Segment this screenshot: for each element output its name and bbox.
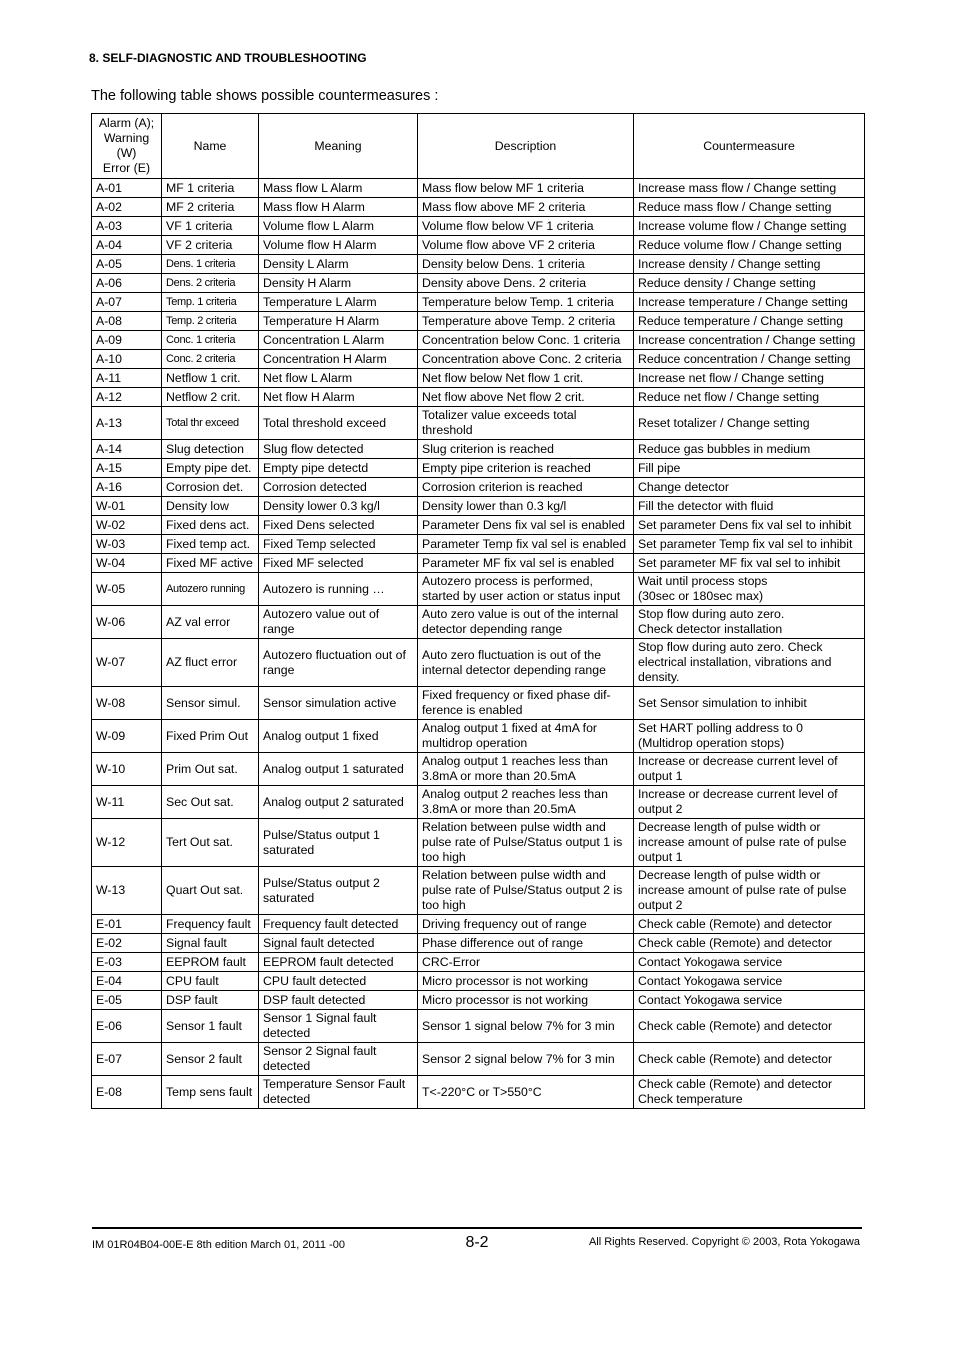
table-row (92, 991, 865, 1010)
meaning-cell: Empty pipe detectd (259, 459, 418, 478)
meaning-cell: Frequency fault detected (259, 915, 418, 934)
table-row (92, 953, 865, 972)
table-row (92, 217, 865, 236)
code-cell: W-02 (92, 516, 162, 535)
footer-rule (92, 1227, 862, 1229)
code-cell: W-03 (92, 535, 162, 554)
name-cell: Density low (162, 497, 259, 516)
countermeasures-table (91, 113, 865, 1109)
description-cell: Totalizer value exceeds total threshold (418, 407, 634, 440)
meaning-cell: Density L Alarm (259, 255, 418, 274)
column-header-countermeasure: Countermeasure (634, 114, 865, 179)
countermeasure-cell: Fill pipe (634, 459, 865, 478)
name-cell: Temp sens fault (162, 1076, 259, 1109)
meaning-cell: Temperature Sensor Fault detected (259, 1076, 418, 1109)
countermeasure-cell: Reduce gas bubbles in medium (634, 440, 865, 459)
code-cell: A-04 (92, 236, 162, 255)
name-cell: Netflow 1 crit. (162, 369, 259, 388)
name-cell: Empty pipe det. (162, 459, 259, 478)
code-cell: A-10 (92, 350, 162, 369)
intro-text: The following table shows possible countermeasures : (91, 88, 439, 104)
description-cell: Density below Dens. 1 criteria (418, 255, 634, 274)
countermeasure-cell: Increase concentration / Change setting (634, 331, 865, 350)
meaning-cell: Signal fault detected (259, 934, 418, 953)
code-cell: W-10 (92, 753, 162, 786)
description-cell: Volume flow below VF 1 criteria (418, 217, 634, 236)
description-cell: Auto zero fluctuation is out of the internal detector depending range (418, 639, 634, 687)
countermeasure-cell: Reduce net flow / Change setting (634, 388, 865, 407)
countermeasure-cell: Stop flow during auto zero. Check detector installation (634, 606, 865, 639)
description-cell: Slug criterion is reached (418, 440, 634, 459)
code-cell: E-06 (92, 1010, 162, 1043)
countermeasure-cell: Reset totalizer / Change setting (634, 407, 865, 440)
name-cell: Sensor 2 fault (162, 1043, 259, 1076)
table-row (92, 478, 865, 497)
name-cell: Quart Out sat. (162, 867, 259, 915)
name-cell: Tert Out sat. (162, 819, 259, 867)
countermeasure-cell: Decrease length of pulse width or increase amount of pulse rate of pulse output 1 (634, 819, 865, 867)
code-cell: E-03 (92, 953, 162, 972)
description-cell: Analog output 1 fixed at 4mA for multidrop operation (418, 720, 634, 753)
table-row (92, 1010, 865, 1043)
meaning-cell: Analog output 1 fixed (259, 720, 418, 753)
description-cell: Parameter Dens fix val sel is enabled (418, 516, 634, 535)
name-cell: Fixed MF active (162, 554, 259, 573)
table-row (92, 535, 865, 554)
description-cell: Sensor 2 signal below 7% for 3 min (418, 1043, 634, 1076)
countermeasure-cell: Increase temperature / Change setting (634, 293, 865, 312)
column-header-code: Alarm (A); Warning (W) Error (E) (92, 114, 162, 179)
table-row (92, 639, 865, 687)
meaning-cell: Autozero fluctuation out of range (259, 639, 418, 687)
countermeasure-cell: Increase or decrease current level of output 2 (634, 786, 865, 819)
code-cell: A-02 (92, 198, 162, 217)
countermeasure-cell: Reduce temperature / Change setting (634, 312, 865, 331)
name-cell: VF 2 criteria (162, 236, 259, 255)
code-cell: A-05 (92, 255, 162, 274)
section-heading: 8. SELF-DIAGNOSTIC AND TROUBLESHOOTING (89, 51, 367, 65)
code-cell: E-04 (92, 972, 162, 991)
column-header-description: Description (418, 114, 634, 179)
name-cell: Signal fault (162, 934, 259, 953)
name-cell: Sensor simul. (162, 687, 259, 720)
name-cell: MF 1 criteria (162, 179, 259, 198)
countermeasure-cell: Reduce concentration / Change setting (634, 350, 865, 369)
code-cell: W-09 (92, 720, 162, 753)
meaning-cell: Analog output 1 saturated (259, 753, 418, 786)
code-cell: A-09 (92, 331, 162, 350)
description-cell: Density above Dens. 2 criteria (418, 274, 634, 293)
code-cell: A-15 (92, 459, 162, 478)
code-cell: E-01 (92, 915, 162, 934)
code-cell: A-07 (92, 293, 162, 312)
table-row (92, 459, 865, 478)
description-cell: Micro processor is not working (418, 972, 634, 991)
table-row (92, 236, 865, 255)
countermeasure-cell: Set parameter MF fix val sel to inhibit (634, 554, 865, 573)
code-cell: W-12 (92, 819, 162, 867)
meaning-cell: EEPROM fault detected (259, 953, 418, 972)
meaning-cell: Total threshold exceed (259, 407, 418, 440)
countermeasure-cell: Stop flow during auto zero. Check electrical installation, vibrations and density. (634, 639, 865, 687)
code-cell: A-14 (92, 440, 162, 459)
name-cell: DSP fault (162, 991, 259, 1010)
meaning-cell: Autozero value out of range (259, 606, 418, 639)
countermeasure-cell: Set parameter Temp fix val sel to inhibit (634, 535, 865, 554)
countermeasure-cell: Increase volume flow / Change setting (634, 217, 865, 236)
page-number: 8-2 (465, 1234, 489, 1251)
meaning-cell: Slug flow detected (259, 440, 418, 459)
countermeasure-cell: Reduce mass flow / Change setting (634, 198, 865, 217)
name-cell: Sec Out sat. (162, 786, 259, 819)
name-cell: Prim Out sat. (162, 753, 259, 786)
table-row (92, 687, 865, 720)
code-cell: A-03 (92, 217, 162, 236)
description-cell: Micro processor is not working (418, 991, 634, 1010)
meaning-cell: Analog output 2 saturated (259, 786, 418, 819)
description-cell: Analog output 2 reaches less than 3.8mA or more than 20.5mA (418, 786, 634, 819)
meaning-cell: Temperature H Alarm (259, 312, 418, 331)
table-row (92, 179, 865, 198)
meaning-cell: Mass flow L Alarm (259, 179, 418, 198)
meaning-cell: Fixed Temp selected (259, 535, 418, 554)
code-cell: W-11 (92, 786, 162, 819)
table-row (92, 934, 865, 953)
countermeasure-cell: Increase mass flow / Change setting (634, 179, 865, 198)
name-cell: MF 2 criteria (162, 198, 259, 217)
countermeasure-cell: Set HART polling address to 0 (Multidrop operation stops) (634, 720, 865, 753)
description-cell: Density lower than 0.3 kg/l (418, 497, 634, 516)
description-cell: Mass flow above MF 2 criteria (418, 198, 634, 217)
countermeasure-cell: Contact Yokogawa service (634, 953, 865, 972)
countermeasure-cell: Increase density / Change setting (634, 255, 865, 274)
table-row (92, 312, 865, 331)
description-cell: Mass flow below MF 1 criteria (418, 179, 634, 198)
countermeasure-cell: Increase or decrease current level of output 1 (634, 753, 865, 786)
table-row (92, 516, 865, 535)
description-cell: Corrosion criterion is reached (418, 478, 634, 497)
meaning-cell: Pulse/Status output 2 saturated (259, 867, 418, 915)
table-row (92, 440, 865, 459)
countermeasure-cell: Change detector (634, 478, 865, 497)
name-cell: EEPROM fault (162, 953, 259, 972)
table-row (92, 915, 865, 934)
code-cell: E-08 (92, 1076, 162, 1109)
code-cell: E-02 (92, 934, 162, 953)
code-cell: E-07 (92, 1043, 162, 1076)
meaning-cell: Pulse/Status output 1 saturated (259, 819, 418, 867)
code-cell: W-13 (92, 867, 162, 915)
name-cell: Dens. 2 criteria (162, 274, 259, 293)
table-row (92, 198, 865, 217)
description-cell: Sensor 1 signal below 7% for 3 min (418, 1010, 634, 1043)
countermeasure-cell: Set Sensor simulation to inhibit (634, 687, 865, 720)
countermeasure-cell: Check cable (Remote) and detector (634, 934, 865, 953)
countermeasure-cell: Wait until process stops (30sec or 180sec max) (634, 573, 865, 606)
name-cell: Slug detection (162, 440, 259, 459)
countermeasure-cell: Fill the detector with fluid (634, 497, 865, 516)
description-cell: Parameter MF fix val sel is enabled (418, 554, 634, 573)
meaning-cell: Sensor 1 Signal fault detected (259, 1010, 418, 1043)
meaning-cell: Volume flow L Alarm (259, 217, 418, 236)
countermeasure-cell: Decrease length of pulse width or increase amount of pulse rate of pulse output 2 (634, 867, 865, 915)
meaning-cell: Density H Alarm (259, 274, 418, 293)
countermeasure-cell: Check cable (Remote) and detector (634, 1043, 865, 1076)
name-cell: CPU fault (162, 972, 259, 991)
description-cell: Empty pipe criterion is reached (418, 459, 634, 478)
meaning-cell: Autozero is running … (259, 573, 418, 606)
code-cell: W-06 (92, 606, 162, 639)
code-cell: W-08 (92, 687, 162, 720)
meaning-cell: Net flow H Alarm (259, 388, 418, 407)
code-cell: A-12 (92, 388, 162, 407)
name-cell: Total thr exceed (162, 407, 259, 440)
countermeasure-cell: Increase net flow / Change setting (634, 369, 865, 388)
name-cell: VF 1 criteria (162, 217, 259, 236)
table-row (92, 350, 865, 369)
countermeasure-cell: Check cable (Remote) and detector (634, 915, 865, 934)
name-cell: Frequency fault (162, 915, 259, 934)
name-cell: Autozero running (162, 573, 259, 606)
countermeasure-cell: Reduce volume flow / Change setting (634, 236, 865, 255)
countermeasure-cell: Contact Yokogawa service (634, 991, 865, 1010)
column-header-meaning: Meaning (259, 114, 418, 179)
meaning-cell: DSP fault detected (259, 991, 418, 1010)
meaning-cell: Temperature L Alarm (259, 293, 418, 312)
description-cell: Parameter Temp fix val sel is enabled (418, 535, 634, 554)
table-row (92, 407, 865, 440)
table-row (92, 819, 865, 867)
table-row (92, 972, 865, 991)
name-cell: Temp. 2 criteria (162, 312, 259, 331)
name-cell: AZ val error (162, 606, 259, 639)
countermeasure-cell: Reduce density / Change setting (634, 274, 865, 293)
description-cell: Relation between pulse width and pulse rate of Pulse/Status output 1 is too high (418, 819, 634, 867)
code-cell: W-05 (92, 573, 162, 606)
meaning-cell: Sensor simulation active (259, 687, 418, 720)
table-row (92, 388, 865, 407)
meaning-cell: Concentration L Alarm (259, 331, 418, 350)
meaning-cell: Fixed Dens selected (259, 516, 418, 535)
code-cell: W-07 (92, 639, 162, 687)
description-cell: Driving frequency out of range (418, 915, 634, 934)
table-row (92, 497, 865, 516)
footer-doc-id: IM 01R04B04-00E-E 8th edition March 01, 2011 -00 (92, 1239, 345, 1251)
name-cell: Netflow 2 crit. (162, 388, 259, 407)
description-cell: Concentration above Conc. 2 criteria (418, 350, 634, 369)
code-cell: E-05 (92, 991, 162, 1010)
name-cell: Corrosion det. (162, 478, 259, 497)
table-row (92, 274, 865, 293)
countermeasure-cell: Check cable (Remote) and detector (634, 1010, 865, 1043)
description-cell: Fixed frequency or fixed phase dif-ference is enabled (418, 687, 634, 720)
name-cell: Sensor 1 fault (162, 1010, 259, 1043)
description-cell: Temperature below Temp. 1 criteria (418, 293, 634, 312)
code-cell: A-01 (92, 179, 162, 198)
table-row (92, 255, 865, 274)
description-cell: Autozero process is performed, started by user action or status input (418, 573, 634, 606)
meaning-cell: Concentration H Alarm (259, 350, 418, 369)
description-cell: Auto zero value is out of the internal detector depending range (418, 606, 634, 639)
name-cell: Conc. 1 criteria (162, 331, 259, 350)
name-cell: Fixed dens act. (162, 516, 259, 535)
description-cell: Temperature above Temp. 2 criteria (418, 312, 634, 331)
meaning-cell: Mass flow H Alarm (259, 198, 418, 217)
meaning-cell: Fixed MF selected (259, 554, 418, 573)
description-cell: Concentration below Conc. 1 criteria (418, 331, 634, 350)
name-cell: Fixed Prim Out (162, 720, 259, 753)
countermeasure-cell: Check cable (Remote) and detector Check temperature (634, 1076, 865, 1109)
code-cell: A-08 (92, 312, 162, 331)
code-cell: W-04 (92, 554, 162, 573)
countermeasure-cell: Set parameter Dens fix val sel to inhibit (634, 516, 865, 535)
table-header-row (92, 114, 865, 179)
footer-copyright: All Rights Reserved. Copyright © 2003, Rota Yokogawa (588, 1236, 860, 1248)
meaning-cell: Corrosion detected (259, 478, 418, 497)
meaning-cell: Volume flow H Alarm (259, 236, 418, 255)
code-cell: A-06 (92, 274, 162, 293)
table-row (92, 293, 865, 312)
table-row (92, 1076, 865, 1109)
table-row (92, 573, 865, 606)
description-cell: Net flow below Net flow 1 crit. (418, 369, 634, 388)
table-row (92, 786, 865, 819)
description-cell: Relation between pulse width and pulse rate of Pulse/Status output 2 is too high (418, 867, 634, 915)
name-cell: Fixed temp act. (162, 535, 259, 554)
meaning-cell: Net flow L Alarm (259, 369, 418, 388)
code-cell: A-13 (92, 407, 162, 440)
name-cell: Dens. 1 criteria (162, 255, 259, 274)
name-cell: AZ fluct error (162, 639, 259, 687)
description-cell: Analog output 1 reaches less than 3.8mA or more than 20.5mA (418, 753, 634, 786)
description-cell: Phase difference out of range (418, 934, 634, 953)
description-cell: Volume flow above VF 2 criteria (418, 236, 634, 255)
description-cell: T<-220°C or T>550°C (418, 1076, 634, 1109)
meaning-cell: Density lower 0.3 kg/l (259, 497, 418, 516)
table-row (92, 606, 865, 639)
meaning-cell: CPU fault detected (259, 972, 418, 991)
table-row (92, 720, 865, 753)
name-cell: Conc. 2 criteria (162, 350, 259, 369)
code-cell: A-16 (92, 478, 162, 497)
name-cell: Temp. 1 criteria (162, 293, 259, 312)
table-row (92, 331, 865, 350)
countermeasure-cell: Contact Yokogawa service (634, 972, 865, 991)
description-cell: CRC-Error (418, 953, 634, 972)
code-cell: W-01 (92, 497, 162, 516)
column-header-name: Name (162, 114, 259, 179)
table-row (92, 1043, 865, 1076)
table-row (92, 753, 865, 786)
description-cell: Net flow above Net flow 2 crit. (418, 388, 634, 407)
meaning-cell: Sensor 2 Signal fault detected (259, 1043, 418, 1076)
table-row (92, 369, 865, 388)
table-row (92, 554, 865, 573)
table-row (92, 867, 865, 915)
code-cell: A-11 (92, 369, 162, 388)
